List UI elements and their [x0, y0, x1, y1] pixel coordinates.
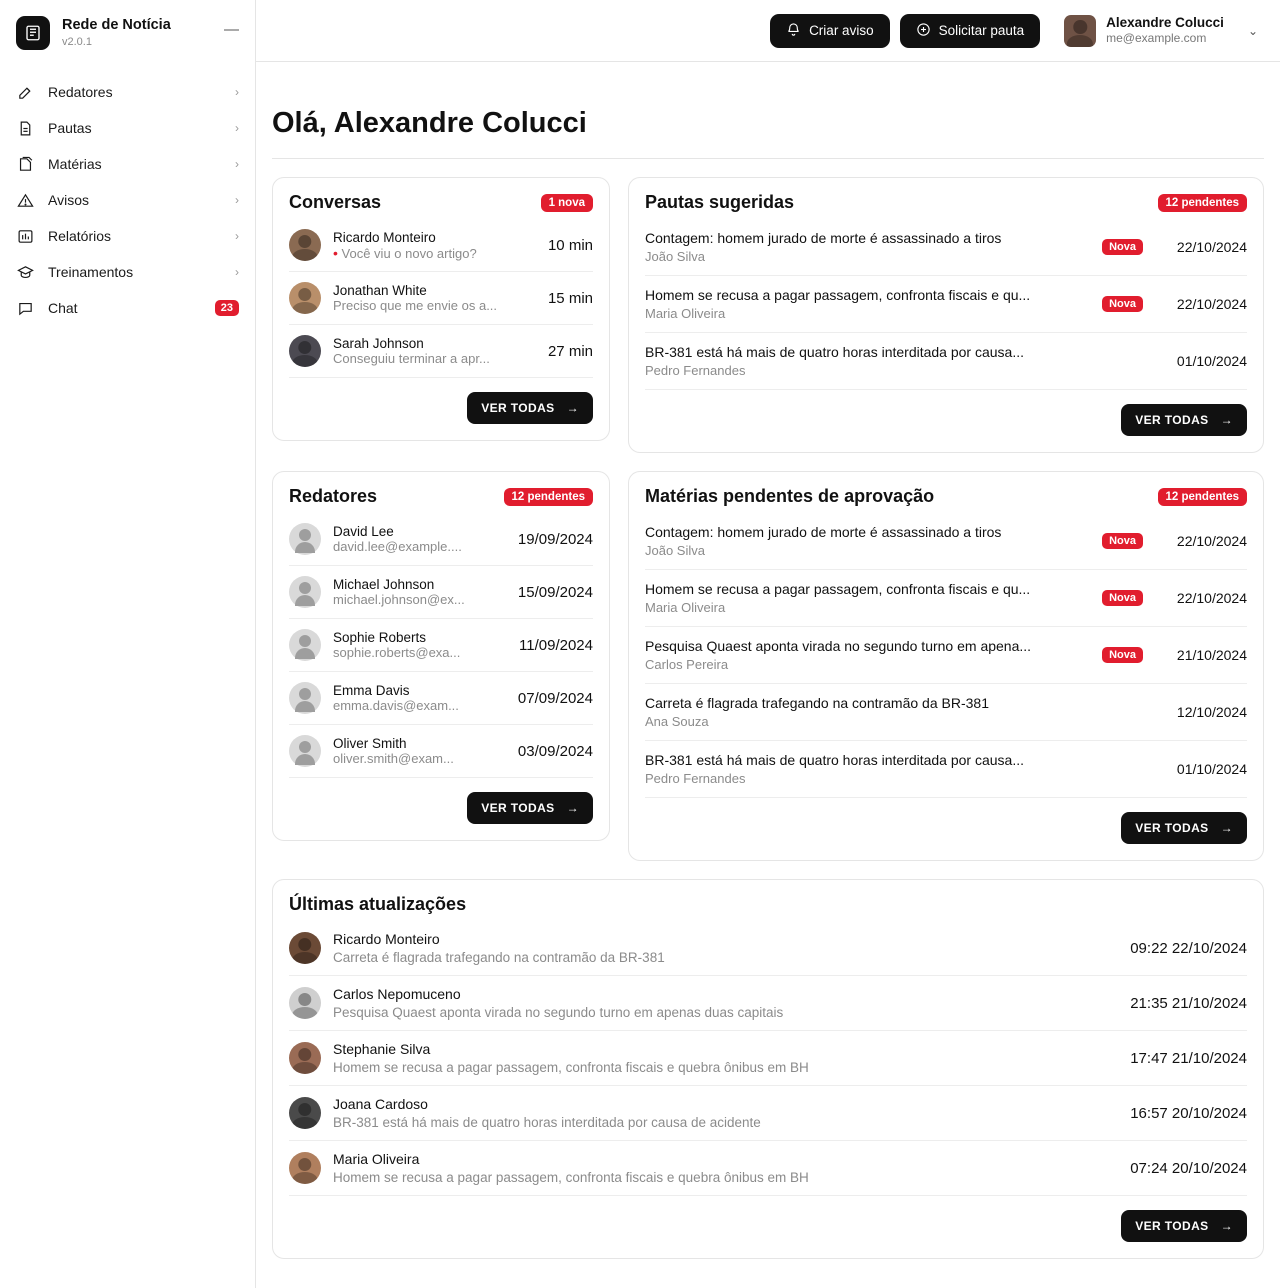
- request-pauta-label: Solicitar pauta: [938, 23, 1025, 38]
- pauta-author: João Silva: [645, 249, 705, 264]
- table-row[interactable]: [645, 741, 1247, 798]
- materia-date: 12/10/2024: [1176, 704, 1247, 720]
- table-row[interactable]: [645, 627, 1247, 684]
- update-author: Maria Oliveira: [333, 1151, 420, 1167]
- card-title: Redatores: [289, 486, 378, 506]
- update-time: 07:24 20/10/2024: [1130, 1159, 1247, 1177]
- list-item[interactable]: [289, 921, 1247, 976]
- warning-triangle-icon: [16, 191, 34, 209]
- chat-bubble-icon: [16, 299, 34, 317]
- card-conversas: [272, 177, 610, 441]
- table-row[interactable]: [645, 276, 1247, 333]
- see-all-button[interactable]: [1121, 812, 1247, 844]
- plus-circle-icon: [916, 22, 931, 40]
- redator-name: Oliver Smith: [333, 736, 407, 751]
- update-text: Carreta é flagrada trafegando na contramão da BR-381: [333, 950, 665, 965]
- list-item[interactable]: [289, 219, 593, 272]
- redator-email: michael.johnson@ex...: [333, 592, 465, 607]
- user-menu[interactable]: [1056, 11, 1264, 51]
- sidebar-label: Chat: [48, 300, 78, 316]
- pauta-title: Contagem: homem jurado de morte é assassinado a tiros: [645, 230, 1002, 246]
- materia-title: Pesquisa Quaest aponta virada no segundo turno em apena...: [645, 638, 1032, 654]
- status-badge: 12 pendentes: [1158, 194, 1248, 212]
- table-row[interactable]: [645, 219, 1247, 276]
- brand: [0, 0, 255, 64]
- redator-name: Emma Davis: [333, 683, 410, 698]
- chevron-right-icon: ›: [235, 193, 239, 207]
- list-item[interactable]: [289, 672, 593, 725]
- redator-email: sophie.roberts@exa...: [333, 645, 461, 660]
- materia-author: Maria Oliveira: [645, 600, 726, 615]
- dashboard-content: [256, 62, 1280, 1288]
- list-item[interactable]: [289, 566, 593, 619]
- sidebar-label: Relatórios: [48, 228, 112, 244]
- topbar: [256, 0, 1280, 62]
- graduation-cap-icon: [16, 263, 34, 281]
- list-item[interactable]: [289, 325, 593, 378]
- user-name: Alexandre Colucci: [1106, 14, 1224, 30]
- bar-chart-icon: [16, 227, 34, 245]
- conversation-preview: Conseguiu terminar a apr...: [333, 351, 490, 366]
- chevron-right-icon: ›: [235, 229, 239, 243]
- sidebar: [0, 0, 256, 1288]
- create-notice-label: Criar aviso: [809, 23, 874, 38]
- update-text: Homem se recusa a pagar passagem, confronta fiscais e quebra ônibus em BH: [333, 1060, 809, 1075]
- conversation-name: Sarah Johnson: [333, 336, 424, 351]
- update-text: BR-381 está há mais de quatro horas interditada por causa de acidente: [333, 1115, 761, 1130]
- redator-date: 15/09/2024: [517, 583, 593, 601]
- list-item[interactable]: [289, 1031, 1247, 1086]
- conversation-time: 15 min: [547, 289, 593, 307]
- pauta-date: 22/10/2024: [1176, 296, 1247, 312]
- chevron-down-icon: ⌄: [1247, 23, 1258, 38]
- list-item[interactable]: [289, 725, 593, 778]
- pauta-title: Homem se recusa a pagar passagem, confronta fiscais e qu...: [645, 287, 1031, 303]
- dashboard-grid: [272, 177, 1264, 1259]
- new-badge: Nova: [1102, 296, 1143, 312]
- update-author: Joana Cardoso: [333, 1096, 428, 1112]
- redator-email: oliver.smith@exam...: [333, 751, 454, 766]
- conversation-name: Jonathan White: [333, 283, 427, 298]
- materia-title: BR-381 está há mais de quatro horas interditada por causa...: [645, 752, 1024, 768]
- table-row[interactable]: [645, 513, 1247, 570]
- materia-date: 01/10/2024: [1176, 761, 1247, 777]
- conversation-time: 10 min: [547, 236, 593, 254]
- sidebar-item-chat[interactable]: [0, 290, 255, 326]
- avatar: [289, 229, 321, 261]
- card-materias-pendentes: [628, 471, 1264, 861]
- list-item[interactable]: [289, 272, 593, 325]
- avatar: [289, 735, 321, 767]
- update-author: Ricardo Monteiro: [333, 931, 440, 947]
- update-time: 17:47 21/10/2024: [1130, 1049, 1247, 1067]
- arrow-right-icon: →: [1220, 1219, 1233, 1233]
- sidebar-label: Avisos: [48, 192, 89, 208]
- status-badge: 12 pendentes: [1158, 488, 1248, 506]
- list-item[interactable]: [289, 1141, 1247, 1196]
- avatar: [289, 282, 321, 314]
- avatar: [289, 1152, 321, 1184]
- pencil-square-icon: [16, 83, 34, 101]
- chevron-right-icon: ›: [235, 121, 239, 135]
- sidebar-item-materias[interactable]: [0, 146, 255, 182]
- update-time: 16:57 20/10/2024: [1130, 1104, 1247, 1122]
- redator-email: emma.davis@exam...: [333, 698, 459, 713]
- update-time: 21:35 21/10/2024: [1130, 994, 1247, 1012]
- pauta-date: 01/10/2024: [1176, 353, 1247, 369]
- list-item[interactable]: [289, 976, 1247, 1031]
- conversation-name: Ricardo Monteiro: [333, 229, 436, 245]
- update-author: Stephanie Silva: [333, 1041, 431, 1057]
- document-icon: [16, 119, 34, 137]
- arrow-right-icon: →: [566, 801, 579, 815]
- avatar: [289, 987, 321, 1019]
- create-notice-button[interactable]: [770, 14, 890, 48]
- chat-unread-badge: 23: [215, 300, 239, 316]
- arrow-right-icon: →: [566, 401, 579, 415]
- sidebar-item-redatores[interactable]: [0, 74, 255, 110]
- see-all-label: VER TODAS: [481, 801, 555, 815]
- see-all-button[interactable]: [467, 792, 593, 824]
- redator-name: Michael Johnson: [333, 577, 435, 592]
- pauta-title: BR-381 está há mais de quatro horas interditada por causa...: [645, 344, 1024, 360]
- table-row[interactable]: [645, 684, 1247, 741]
- page-title: Olá, Alexandre Colucci: [272, 62, 1264, 159]
- redator-date: 03/09/2024: [517, 742, 593, 760]
- redator-date: 07/09/2024: [517, 689, 593, 707]
- redator-email: david.lee@example....: [333, 539, 462, 554]
- avatar: [289, 1097, 321, 1129]
- request-pauta-button[interactable]: [900, 14, 1041, 48]
- pauta-date: 22/10/2024: [1176, 239, 1247, 255]
- materia-author: João Silva: [645, 543, 705, 558]
- sidebar-item-treinamentos[interactable]: [0, 254, 255, 290]
- card-title: Pautas sugeridas: [645, 192, 795, 212]
- update-text: Homem se recusa a pagar passagem, confronta fiscais e quebra ônibus em BH: [333, 1170, 809, 1185]
- see-all-label: VER TODAS: [1135, 413, 1209, 427]
- materia-title: Homem se recusa a pagar passagem, confronta fiscais e qu...: [645, 581, 1031, 597]
- card-redatores: [272, 471, 610, 841]
- new-badge: Nova: [1102, 239, 1143, 255]
- sidebar-item-pautas[interactable]: [0, 110, 255, 146]
- materia-date: 22/10/2024: [1176, 590, 1247, 606]
- avatar: [289, 932, 321, 964]
- update-time: 09:22 22/10/2024: [1130, 939, 1247, 957]
- conversation-preview: Preciso que me envie os a...: [333, 298, 498, 313]
- sidebar-label: Pautas: [48, 120, 92, 136]
- new-badge: Nova: [1102, 590, 1143, 606]
- sidebar-item-avisos[interactable]: [0, 182, 255, 218]
- avatar: [289, 1042, 321, 1074]
- conversation-time: 27 min: [547, 342, 593, 360]
- see-all-label: VER TODAS: [1135, 1219, 1209, 1233]
- chevron-right-icon: ›: [235, 157, 239, 171]
- list-item[interactable]: [289, 513, 593, 566]
- status-badge: 12 pendentes: [504, 488, 594, 506]
- see-all-button[interactable]: [1121, 404, 1247, 436]
- materia-date: 22/10/2024: [1176, 533, 1247, 549]
- card-title: Conversas: [289, 192, 382, 212]
- sidebar-item-relatorios[interactable]: [0, 218, 255, 254]
- list-item[interactable]: [289, 619, 593, 672]
- update-author: Carlos Nepomuceno: [333, 986, 461, 1002]
- new-badge: Nova: [1102, 647, 1143, 663]
- card-title: Últimas atualizações: [289, 894, 467, 914]
- card-pautas-sugeridas: [628, 177, 1264, 453]
- user-email: me@example.com: [1106, 31, 1207, 46]
- sidebar-label: Redatores: [48, 84, 113, 100]
- materia-author: Pedro Fernandes: [645, 771, 746, 786]
- see-all-button[interactable]: [1121, 1210, 1247, 1242]
- table-row[interactable]: [645, 570, 1247, 627]
- arrow-right-icon: →: [1220, 821, 1233, 835]
- brand-version: v2.0.1: [62, 36, 92, 49]
- card-ultimas-atualizacoes: [272, 879, 1264, 1259]
- main-area: [256, 0, 1280, 1288]
- avatar: [1064, 15, 1096, 47]
- unread-dot: •: [333, 244, 338, 261]
- materia-date: 21/10/2024: [1176, 647, 1247, 663]
- avatar: [289, 576, 321, 608]
- brand-title: Rede de Notícia: [62, 17, 171, 34]
- materia-author: Carlos Pereira: [645, 657, 729, 672]
- see-all-button[interactable]: [467, 392, 593, 424]
- new-badge: Nova: [1102, 533, 1143, 549]
- table-row[interactable]: [645, 333, 1247, 390]
- redator-date: 11/09/2024: [519, 636, 593, 654]
- avatar: [289, 335, 321, 367]
- avatar: [289, 682, 321, 714]
- see-all-label: VER TODAS: [1135, 821, 1209, 835]
- materia-title: Carreta é flagrada trafegando na contramão da BR-381: [645, 695, 989, 711]
- avatar: [289, 629, 321, 661]
- redator-date: 19/09/2024: [517, 530, 593, 548]
- pauta-author: Maria Oliveira: [645, 306, 726, 321]
- bell-icon: [786, 22, 801, 40]
- redator-name: Sophie Roberts: [333, 630, 427, 645]
- sidebar-nav: [0, 64, 255, 326]
- see-all-label: VER TODAS: [481, 401, 555, 415]
- news-book-icon: [16, 16, 50, 50]
- card-title: Matérias pendentes de aprovação: [645, 486, 935, 506]
- redator-name: David Lee: [333, 524, 394, 539]
- pauta-author: Pedro Fernandes: [645, 363, 746, 378]
- avatar: [289, 523, 321, 555]
- chevron-right-icon: ›: [235, 85, 239, 99]
- minimize-icon[interactable]: —: [224, 21, 239, 38]
- sidebar-label: Treinamentos: [48, 264, 134, 280]
- sidebar-label: Matérias: [48, 156, 102, 172]
- status-badge: 1 nova: [541, 194, 593, 212]
- update-text: Pesquisa Quaest aponta virada no segundo turno em apenas duas capitais: [333, 1005, 784, 1020]
- list-item[interactable]: [289, 1086, 1247, 1141]
- arrow-right-icon: →: [1220, 413, 1233, 427]
- layers-icon: [16, 155, 34, 173]
- materia-title: Contagem: homem jurado de morte é assassinado a tiros: [645, 524, 1002, 540]
- chevron-right-icon: ›: [235, 265, 239, 279]
- conversation-preview: Você viu o novo artigo?: [341, 245, 477, 261]
- materia-author: Ana Souza: [645, 714, 709, 729]
